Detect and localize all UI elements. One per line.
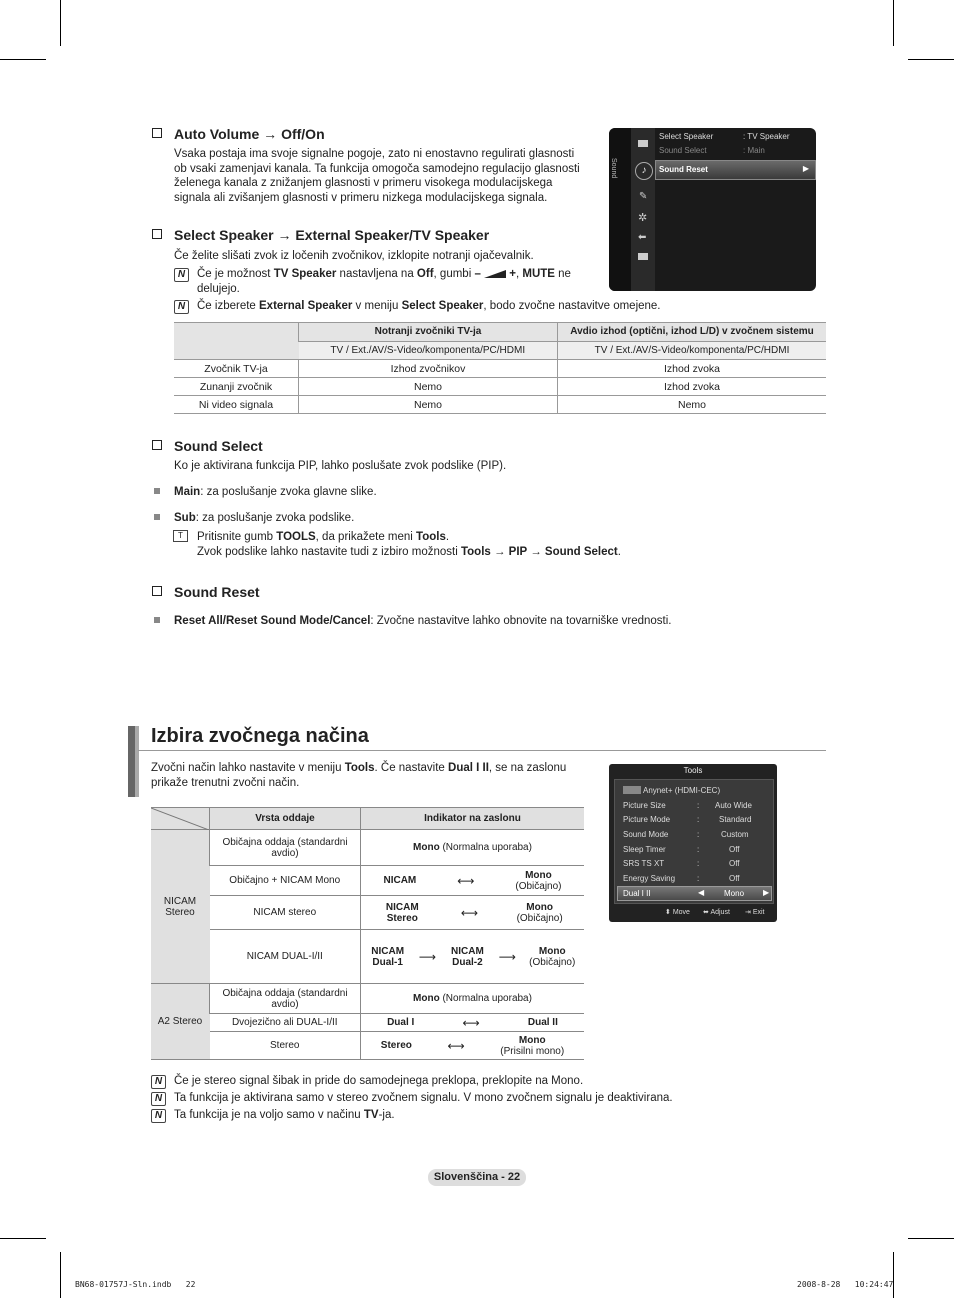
speaker-table-header: Notranji zvočniki TV-ja <box>299 323 558 342</box>
note-icon: N <box>174 268 189 282</box>
support-icon <box>638 253 648 260</box>
auto-volume-text: Vsaka postaja ima svoje signalne pogoje, zato ni enostavno regulirati glasnosti ob vsaki zamenjavi kanala. Ta funkcija omogoča samodejno regulacijo glasnosti želenega kanala z znižanjem glasnosti v primeru visokega modulacijskega signala ali zvišanjem glasnosti v primeru nizkega modulacijskega signala. <box>174 148 580 204</box>
osd-menu-item[interactable]: Energy Saving : Off <box>623 874 740 883</box>
crop-mark <box>908 59 954 60</box>
bullet-icon <box>154 488 160 494</box>
tools-menu-title: Tools <box>683 766 703 775</box>
page-title: Izbira zvočnega načina <box>151 725 369 747</box>
sound-select-intro: Ko je aktivirana funkcija PIP, lahko poslušate zvok podslike (PIP). <box>174 460 507 472</box>
crop-mark <box>908 1238 954 1239</box>
osd-menu-item[interactable]: SRS TS XT : Off <box>623 859 740 868</box>
sound-select-sub: Sub: za poslušanje zvoka podslike. <box>174 512 355 524</box>
sound-mode-table: Vrsta oddaje Indikator na zaslonu NICAM Stereo Običajna oddaja (standardni avdio) Mono (Normalna uporaba) Običajno + NICAM Mono NICAM ⟷ Mono (Običajno) NICAM stereo NICAM Stereo ⟷ Mono (Običajno) NICAM DUAL-I/II NICAM Dual-1 ⟶ NICAM Dual-2 ⟶ Mono (Običajno) A2 Stereo Običajna oddaja (standardni avdio) Mono (Normalna uporaba) Dvojezično ali DUAL-I/II Dual I ⟷ Dual II Stereo Stereo ⟷ Mono (Prisilni mono) <box>151 807 584 1060</box>
select-speaker-note1: Če je možnost TV Speaker nastavljena na Off, gumbi – +, MUTE ne delujejo. <box>197 268 571 295</box>
mode-group-label: NICAM Stereo <box>151 830 210 984</box>
tools-icon: T <box>173 530 188 542</box>
speaker-table-subheader: TV / Ext./AV/S-Video/komponenta/PC/HDMI <box>299 341 558 360</box>
table-row: Zvočnik TV-ja Izhod zvočnikov Izhod zvoka <box>174 360 826 378</box>
leftright-icon: ⬌ <box>703 909 709 916</box>
select-speaker-note2: Če izberete External Speaker v meniju Select Speaker, bodo zvočne nastavitve omejene. <box>197 300 661 312</box>
print-info-right: 2008-8-28 10:24:47 <box>797 1280 894 1289</box>
bullet-icon <box>154 514 160 520</box>
select-speaker-intro: Če želite slišati zvok iz ločenih zvočnikov, izklopite notranji ojačevalnik. <box>174 250 534 262</box>
mode-table-header: Vrsta oddaje <box>210 808 361 830</box>
note-icon: N <box>174 300 189 314</box>
select-speaker-heading: Select Speaker → External Speaker/TV Speaker <box>152 227 489 243</box>
volume-icon <box>484 270 506 278</box>
section-bar <box>135 726 139 797</box>
swap-arrow-icon: ⟷ <box>447 1038 465 1053</box>
crop-mark <box>0 59 46 60</box>
tools-menu-osd <box>609 764 777 922</box>
updown-icon: ⬍ <box>665 909 671 916</box>
table-row: Ni video signala Nemo Nemo <box>174 396 826 414</box>
note-icon: N <box>151 1109 166 1123</box>
mode-group-label: A2 Stereo <box>151 984 210 1060</box>
osd-menu-item[interactable]: Picture Mode : Standard <box>623 815 752 824</box>
speaker-table-subheader: TV / Ext./AV/S-Video/komponenta/PC/HDMI <box>558 341 827 360</box>
sound-select-main: Main: za poslušanje zvoka glavne slike. <box>174 486 377 498</box>
auto-volume-heading: Auto Volume → Off/On <box>152 126 325 142</box>
swap-arrow-icon: ⟷ <box>457 873 475 888</box>
crop-mark <box>893 1252 894 1298</box>
arrow-left-icon: ◀ <box>698 888 705 897</box>
osd-menu-item[interactable]: Select Speaker : TV Speaker <box>659 132 790 141</box>
osd-menu-item[interactable]: Sleep Timer : Off <box>623 845 740 854</box>
note-icon: N <box>151 1092 166 1106</box>
crop-mark <box>60 1252 61 1298</box>
swap-arrow-icon: ⟷ <box>462 1015 480 1030</box>
main-intro: Zvočni način lahko nastavite v meniju Tools. Če nastavite Dual I II, se na zaslonu prikaže trenutni zvočni način. <box>151 762 567 789</box>
arrow-right-icon: ▶ <box>763 888 770 897</box>
table-row: Zunanji zvočnik Nemo Izhod zvoka <box>174 378 826 396</box>
bullet-icon <box>154 617 160 623</box>
speaker-table <box>174 322 826 414</box>
speaker-table-header: Avdio izhod (optični, izhod L/D) v zvočnem sistemu <box>558 323 827 342</box>
arrow-right-icon: ⟶ <box>418 949 437 964</box>
crop-mark <box>0 1238 46 1239</box>
table-corner <box>151 808 210 830</box>
sound-select-tools: Pritisnite gumb TOOLS, da prikažete meni Tools. Zvok podslike lahko nastavite tudi z izbiro možnosti Tools → PIP → Sound Select. <box>197 531 621 558</box>
bottom-note: Ta funkcija je aktivirana samo v stereo zvočnem signalu. V mono zvočnem signalu je deaktivirana. <box>174 1092 673 1104</box>
anynet-logo-icon <box>623 786 641 794</box>
osd-help-adjust: ⬌ Adjust <box>703 909 730 916</box>
input-icon: ⬅ <box>638 232 647 243</box>
setup-icon: ✲ <box>638 212 648 224</box>
osd-menu-item-selected[interactable]: Sound Reset ▶ <box>655 160 816 180</box>
page-number-badge: Slovenščina - 22 <box>428 1169 526 1186</box>
sound-select-heading: Sound Select <box>152 438 263 454</box>
exit-icon: ⇥ <box>745 909 751 916</box>
sound-reset-text: Reset All/Reset Sound Mode/Cancel: Zvočne nastavitve lahko obnovite na tovarniške vrednosti. <box>174 615 672 627</box>
osd-menu-item[interactable]: Anynet+ (HDMI-CEC) <box>623 786 720 795</box>
crop-mark <box>893 0 894 46</box>
sound-icon: ♪ <box>635 162 653 180</box>
osd-menu-item[interactable]: Picture Size : Auto Wide <box>623 801 752 810</box>
osd-menu-item-selected[interactable]: Dual I II ◀ Mono ▶ <box>617 886 772 901</box>
bottom-note: Ta funkcija je na voljo samo v načinu TV-ja. <box>174 1109 395 1121</box>
crop-mark <box>60 0 61 46</box>
sound-menu-label: Sound <box>610 158 617 179</box>
print-info-left: BN68-01757J-Sln.indb 22 <box>75 1280 196 1289</box>
osd-help-exit: ⇥ Exit <box>745 909 765 916</box>
osd-menu-item[interactable]: Sound Select : Main <box>659 146 765 155</box>
title-divider <box>138 750 826 751</box>
sound-reset-heading: Sound Reset <box>152 584 260 600</box>
arrow-right-icon: ⟶ <box>498 949 516 964</box>
picture-icon <box>638 140 648 147</box>
osd-menu-item[interactable]: Sound Mode : Custom <box>623 830 749 839</box>
mode-table-header: Indikator na zaslonu <box>361 808 585 830</box>
osd-help-move: ⬍ Move <box>665 909 690 916</box>
swap-arrow-icon: ⟷ <box>460 905 479 920</box>
channel-icon: ✎ <box>639 191 648 202</box>
bottom-note: Če je stereo signal šibak in pride do samodejnega preklopa, preklopite na Mono. <box>174 1075 584 1087</box>
note-icon: N <box>151 1075 166 1089</box>
sound-menu-osd <box>609 128 816 291</box>
